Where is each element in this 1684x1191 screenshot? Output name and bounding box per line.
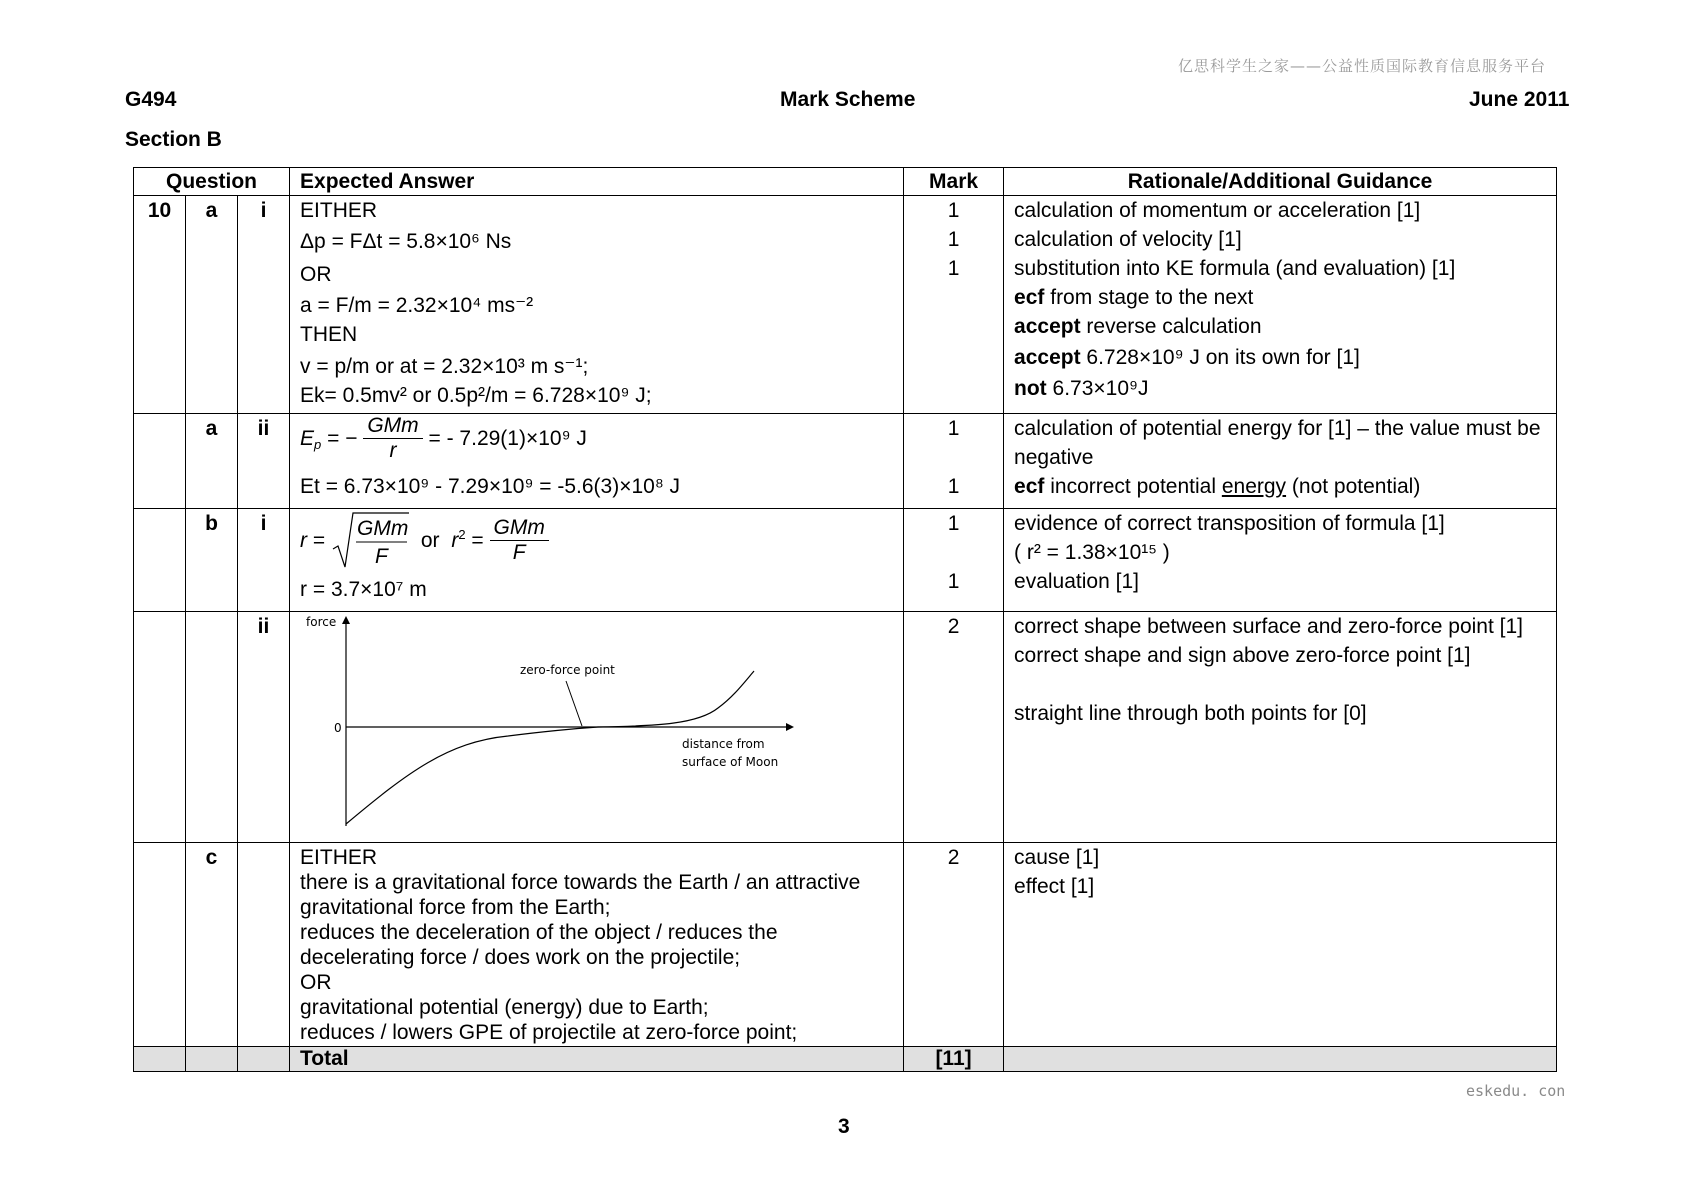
mark-value: 2 [947, 846, 960, 869]
paper-code: G494 [125, 88, 177, 111]
fraction-gmm-f: $\frac{\text{GMm}}{F}$ [490, 516, 549, 565]
square-root-formula-image [331, 511, 409, 569]
question-subpart: i [238, 509, 290, 612]
guidance-line: correct shape and sign above zero-force point [1] [1014, 644, 1471, 667]
answer-line: there is a gravitational force towards the Earth / an attractive gravitational force from the Earth; [300, 871, 861, 919]
page-number: 3 [838, 1115, 850, 1138]
table-row-10-a-i [134, 196, 1557, 414]
fraction-gmm-r: $\frac{\text{GMm}}{r}$ [363, 414, 422, 463]
ep-formula-image: $E_p$ = − [300, 427, 358, 452]
header-question: Question [134, 168, 290, 196]
y-axis-arrow [342, 616, 350, 624]
guidance-text: reverse calculation [1086, 315, 1262, 338]
guidance-line: correct shape between surface and zero-force point [1] [1014, 615, 1523, 638]
guidance-line [1014, 283, 1546, 312]
zero-force-point-label: zero-force point [520, 663, 615, 677]
guidance-line: straight line through both points for [0] [1014, 702, 1367, 725]
mark-value: 1 [947, 570, 960, 593]
r-squared-image: $r^2$ = [451, 526, 484, 552]
mark-cell [904, 509, 1004, 612]
mark-scheme-table [133, 167, 1557, 1072]
section-title: Section B [125, 128, 222, 151]
svg-text:F: F [374, 545, 388, 568]
x-axis-label-line-2: surface of Moon [682, 755, 779, 769]
expected-answer [290, 414, 904, 509]
answer-velocity: v = p/m or at = 2.32×10³ m s⁻¹; [300, 355, 589, 378]
watermark-bottom: eskedu. con [1466, 1082, 1566, 1100]
expected-answer [290, 509, 904, 612]
question-subpart: ii [238, 414, 290, 509]
mark-value: 1 [947, 512, 960, 535]
y-axis-label: force [306, 615, 337, 629]
guidance-line: substitution into KE formula (and evaluation) [1] [1014, 257, 1456, 280]
exam-date: June 2011 [1469, 88, 1570, 111]
answer-radius-formula [300, 509, 893, 575]
document-title: Mark Scheme [780, 88, 916, 111]
watermark-top: 亿思科学生之家——公益性质国际教育信息服务平台 [1178, 57, 1547, 75]
table-header-row [134, 168, 1557, 196]
guidance-line [1014, 312, 1546, 341]
answer-line: EITHER [300, 846, 378, 869]
answer-acceleration: a = F/m = 2.32×10⁴ ms⁻² [300, 294, 534, 317]
guidance-text: calculation of potential energy for [1] – the value must be negative [1014, 417, 1541, 469]
answer-kinetic-energy: Ek= 0.5mv² or 0.5p²/m = 6.728×10⁹ J; [300, 384, 652, 407]
guidance-line [1014, 343, 1546, 372]
mark-cell [904, 196, 1004, 414]
header-expected-answer: Expected Answer [290, 168, 904, 196]
guidance-cell [1004, 843, 1557, 1047]
total-mark: [11] [904, 1047, 1004, 1072]
guidance-cell [1004, 612, 1557, 843]
expected-answer [290, 843, 904, 1047]
table-row-total [134, 1047, 1557, 1072]
mark-cell [904, 843, 1004, 1047]
mark-value: 1 [947, 228, 960, 251]
svg-text:GMm: GMm [356, 517, 409, 540]
equals-sign-image: = [312, 528, 326, 552]
header-guidance: Rationale/Additional Guidance [1004, 168, 1557, 196]
answer-line: gravitational potential (energy) due to Earth; [300, 996, 709, 1019]
guidance-keyword: accept [1014, 346, 1081, 369]
force-distance-graph [298, 612, 798, 834]
ep-value: = - 7.29(1)×10⁹ J [428, 427, 587, 450]
expected-answer [290, 196, 904, 414]
zero-force-pointer [566, 681, 582, 726]
total-label: Total [290, 1047, 904, 1072]
table-row-10-c [134, 843, 1557, 1047]
mark-value: 2 [947, 615, 960, 638]
guidance-text: 6.728×10⁹ J on its own for [1] [1086, 346, 1360, 369]
answer-line: reduces the deceleration of the object / reduces the decelerating force / does work on the projectile; [300, 921, 778, 969]
guidance-underlined: energy [1221, 475, 1287, 498]
guidance-line: calculation of velocity [1] [1014, 228, 1242, 251]
guidance-line: calculation of momentum or acceleration [1] [1014, 199, 1421, 222]
answer-radius-value: r = 3.7×10⁷ m [300, 578, 427, 601]
question-subpart: ii [238, 612, 290, 843]
question-part: a [186, 414, 238, 509]
expected-answer [290, 612, 904, 843]
guidance-line: ( r² = 1.38×10¹⁵ ) [1014, 541, 1170, 564]
x-axis-arrow [786, 723, 794, 731]
or-word: or [420, 528, 440, 552]
answer-line: OR [300, 263, 332, 286]
guidance-cell [1004, 509, 1557, 612]
guidance-keyword: ecf [1014, 475, 1045, 498]
guidance-cell [1004, 414, 1557, 509]
guidance-cell [1004, 196, 1557, 414]
guidance-line: evaluation [1] [1014, 570, 1139, 593]
table-row-10-b-ii [134, 612, 1557, 843]
header-mark: Mark [904, 168, 1004, 196]
answer-potential-energy [300, 414, 893, 472]
mark-value: 1 [947, 417, 960, 440]
r-symbol-image: r [300, 528, 308, 552]
mark-value: 1 [947, 475, 960, 498]
guidance-text: 6.73×10⁹J [1052, 377, 1149, 400]
answer-line: EITHER [300, 199, 378, 222]
question-number: 10 [134, 196, 186, 414]
x-axis-label-line-1: distance from [682, 737, 765, 751]
guidance-text: incorrect potential [1050, 475, 1216, 498]
question-part: b [186, 509, 238, 612]
answer-total-energy: Et = 6.73×10⁹ - 7.29×10⁹ = -5.6(3)×10⁸ J [300, 475, 681, 498]
guidance-text: from stage to the next [1050, 286, 1254, 309]
zero-label: 0 [334, 721, 342, 735]
guidance-text: (not potential) [1291, 475, 1421, 498]
answer-line: reduces / lowers GPE of projectile at zero-force point; [300, 1021, 798, 1044]
guidance-line: evidence of correct transposition of formula [1] [1014, 512, 1445, 535]
guidance-keyword: accept [1014, 315, 1081, 338]
answer-momentum: Δp = FΔt = 5.8×10⁶ Ns [300, 230, 512, 253]
guidance-line [1014, 472, 1546, 501]
question-part: c [186, 843, 238, 1047]
table-row-10-b-i [134, 509, 1557, 612]
answer-line: THEN [300, 323, 358, 346]
question-subpart: i [238, 196, 290, 414]
mark-value: 1 [947, 199, 960, 222]
guidance-line: cause [1] [1014, 846, 1100, 869]
answer-line: OR [300, 971, 332, 994]
guidance-keyword: ecf [1014, 286, 1045, 309]
question-part: a [186, 196, 238, 414]
mark-cell [904, 414, 1004, 509]
guidance-keyword: not [1014, 377, 1047, 400]
guidance-line [1014, 374, 1546, 403]
guidance-line: effect [1] [1014, 875, 1095, 898]
table-row-10-a-ii [134, 414, 1557, 509]
mark-cell [904, 612, 1004, 843]
mark-value: 1 [947, 257, 960, 280]
